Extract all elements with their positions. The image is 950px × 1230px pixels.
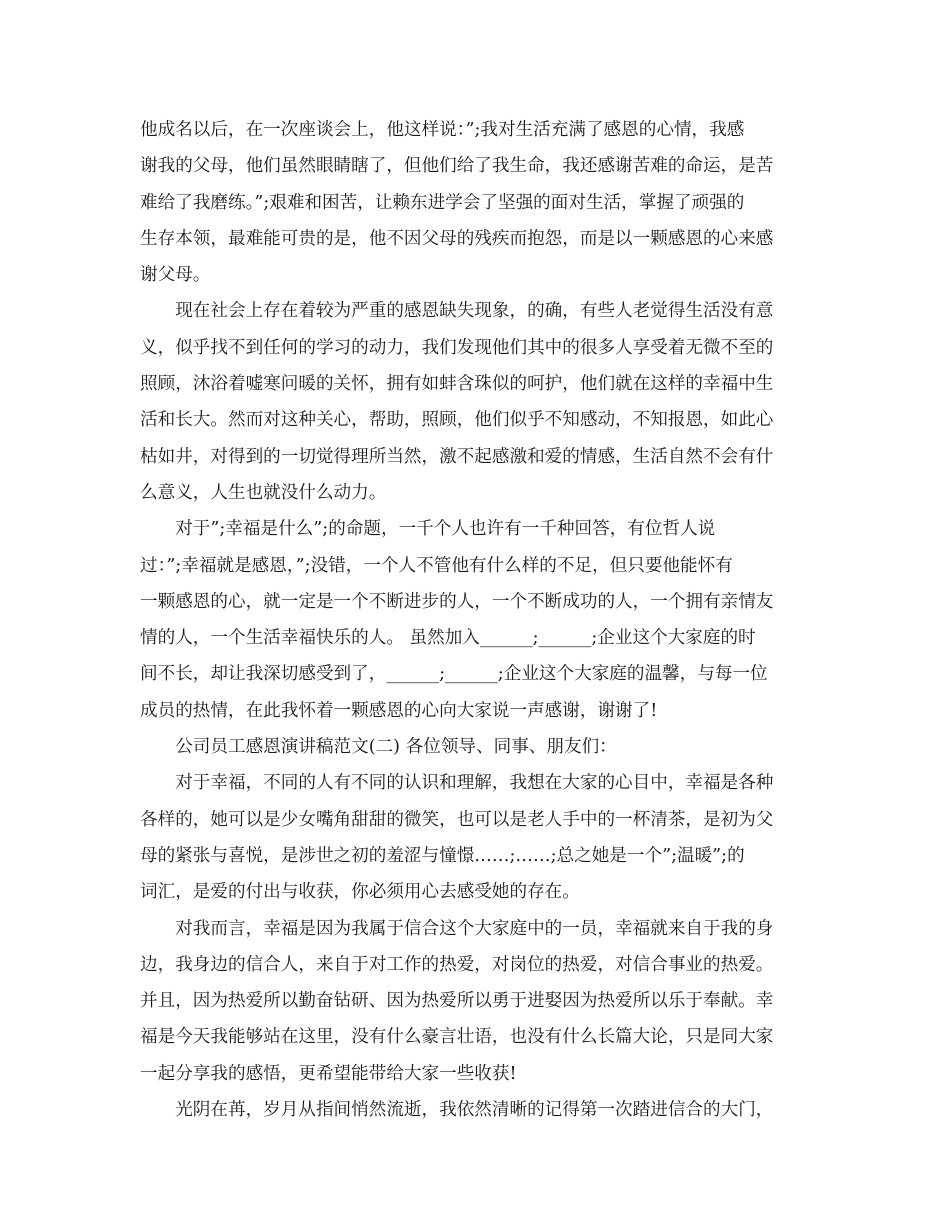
text-line: 他成名以后，在一次座谈会上，他这样说：”;我对生活充满了感恩的心情，我感 [140, 120, 745, 140]
text-line: 一起分享我的感悟，更希望能带给大家一些收获! [140, 1063, 517, 1084]
text-line: 一颗感恩的心，就一定是一个不断进步的人，一个不断成功的人，一个拥有亲情友 [140, 591, 774, 612]
text-line: 母的紧张与喜悦，是涉世之初的羞涩与憧憬……;……;总之她是一个”;温暖”;的 [140, 845, 745, 866]
paragraph [140, 511, 820, 729]
text-line: 公司员工感恩演讲稿范文(二) 各位领导、同事、朋友们： [175, 737, 617, 758]
text-line: 边，我身边的信合人，来自于对工作的热爱，对岗位的热爱，对信合事业的热爱。 [140, 954, 774, 975]
text-line: 谢我的父母，他们虽然眼睛瞎了，但他们给了我生命，我还感谢苦难的命运，是苦 [140, 156, 774, 177]
text-line: 光阴在苒，岁月从指间悄然流逝，我依然清晰的记得第一次踏进信合的大门， [175, 1100, 774, 1121]
paragraph [140, 765, 820, 910]
paragraph [140, 1092, 820, 1128]
text-line: 照顾，沐浴着嘘寒问暖的关怀，拥有如蚌含珠似的呵护，他们就在这样的幸福中生 [140, 374, 774, 395]
text-line: 义，似乎找不到任何的学习的动力，我们发现他们其中的很多人享受着无微不至的 [140, 337, 774, 358]
text-line: 枯如井，对得到的一切觉得理所当然，激不起感激和爱的情感，生活自然不会有什 [140, 446, 774, 467]
text-line: 难给了我磨练。”;艰难和困苦，让赖东进学会了坚强的面对生活，掌握了顽强的 [140, 192, 745, 213]
text-line: 活和长大。然而对这种关心，帮助，照顾，他们似乎不知感动，不知报恩，如此心 [140, 410, 774, 431]
text-line: 词汇，是爱的付出与收获，你必须用心去感受她的存在。 [140, 882, 580, 903]
text-line: 谢父母。 [140, 265, 211, 286]
text-line: 各样的，她可以是少女嘴角甜甜的微笑，也可以是老人手中的一杯清茶，是初为父 [140, 809, 774, 830]
paragraph [140, 911, 820, 1092]
text-line: 成员的热情，在此我怀着一颗感恩的心向大家说一声感谢，谢谢了! [140, 700, 658, 721]
text-line: 情的人，一个生活幸福快乐的人。 虽然加入______;______;企业这个大家庭的时 [140, 628, 756, 649]
document-page [140, 112, 820, 1128]
paragraph [140, 729, 820, 765]
text-line: 生存本领，最难能可贵的是，他不因父母的残疾而抱怨，而是以一颗感恩的心来感 [140, 228, 774, 249]
text-line: 过：”;幸福就是感恩，”;没错，一个人不管他有什么样的不足，但只要他能怀有 [140, 555, 733, 576]
paragraph [140, 112, 820, 293]
text-line: 对于幸福，不同的人有不同的认识和理解，我想在大家的心目中，幸福是各种 [175, 773, 774, 794]
text-line: 并且，因为热爱所以勤奋钻研、因为热爱所以勇于进娶因为热爱所以乐于奉献。幸 [140, 991, 774, 1012]
text-line: 对我而言，幸福是因为我属于信合这个大家庭中的一员，幸福就来自于我的身 [175, 918, 774, 939]
text-line: 对于”;幸福是什么”;的命题，一千个人也许有一千种回答，有位哲人说 [175, 519, 716, 540]
text-line: 现在社会上存在着较为严重的感恩缺失现象，的确，有些人老觉得生活没有意 [175, 301, 774, 322]
text-line: 么意义，人生也就没什么动力。 [140, 482, 387, 503]
paragraph [140, 293, 820, 511]
text-line: 福是今天我能够站在这里，没有什么豪言壮语，也没有什么长篇大论，只是同大家 [140, 1027, 774, 1048]
text-line: 间不长，却让我深切感受到了，______;______;企业这个大家庭的温馨，与每一位 [140, 664, 768, 685]
